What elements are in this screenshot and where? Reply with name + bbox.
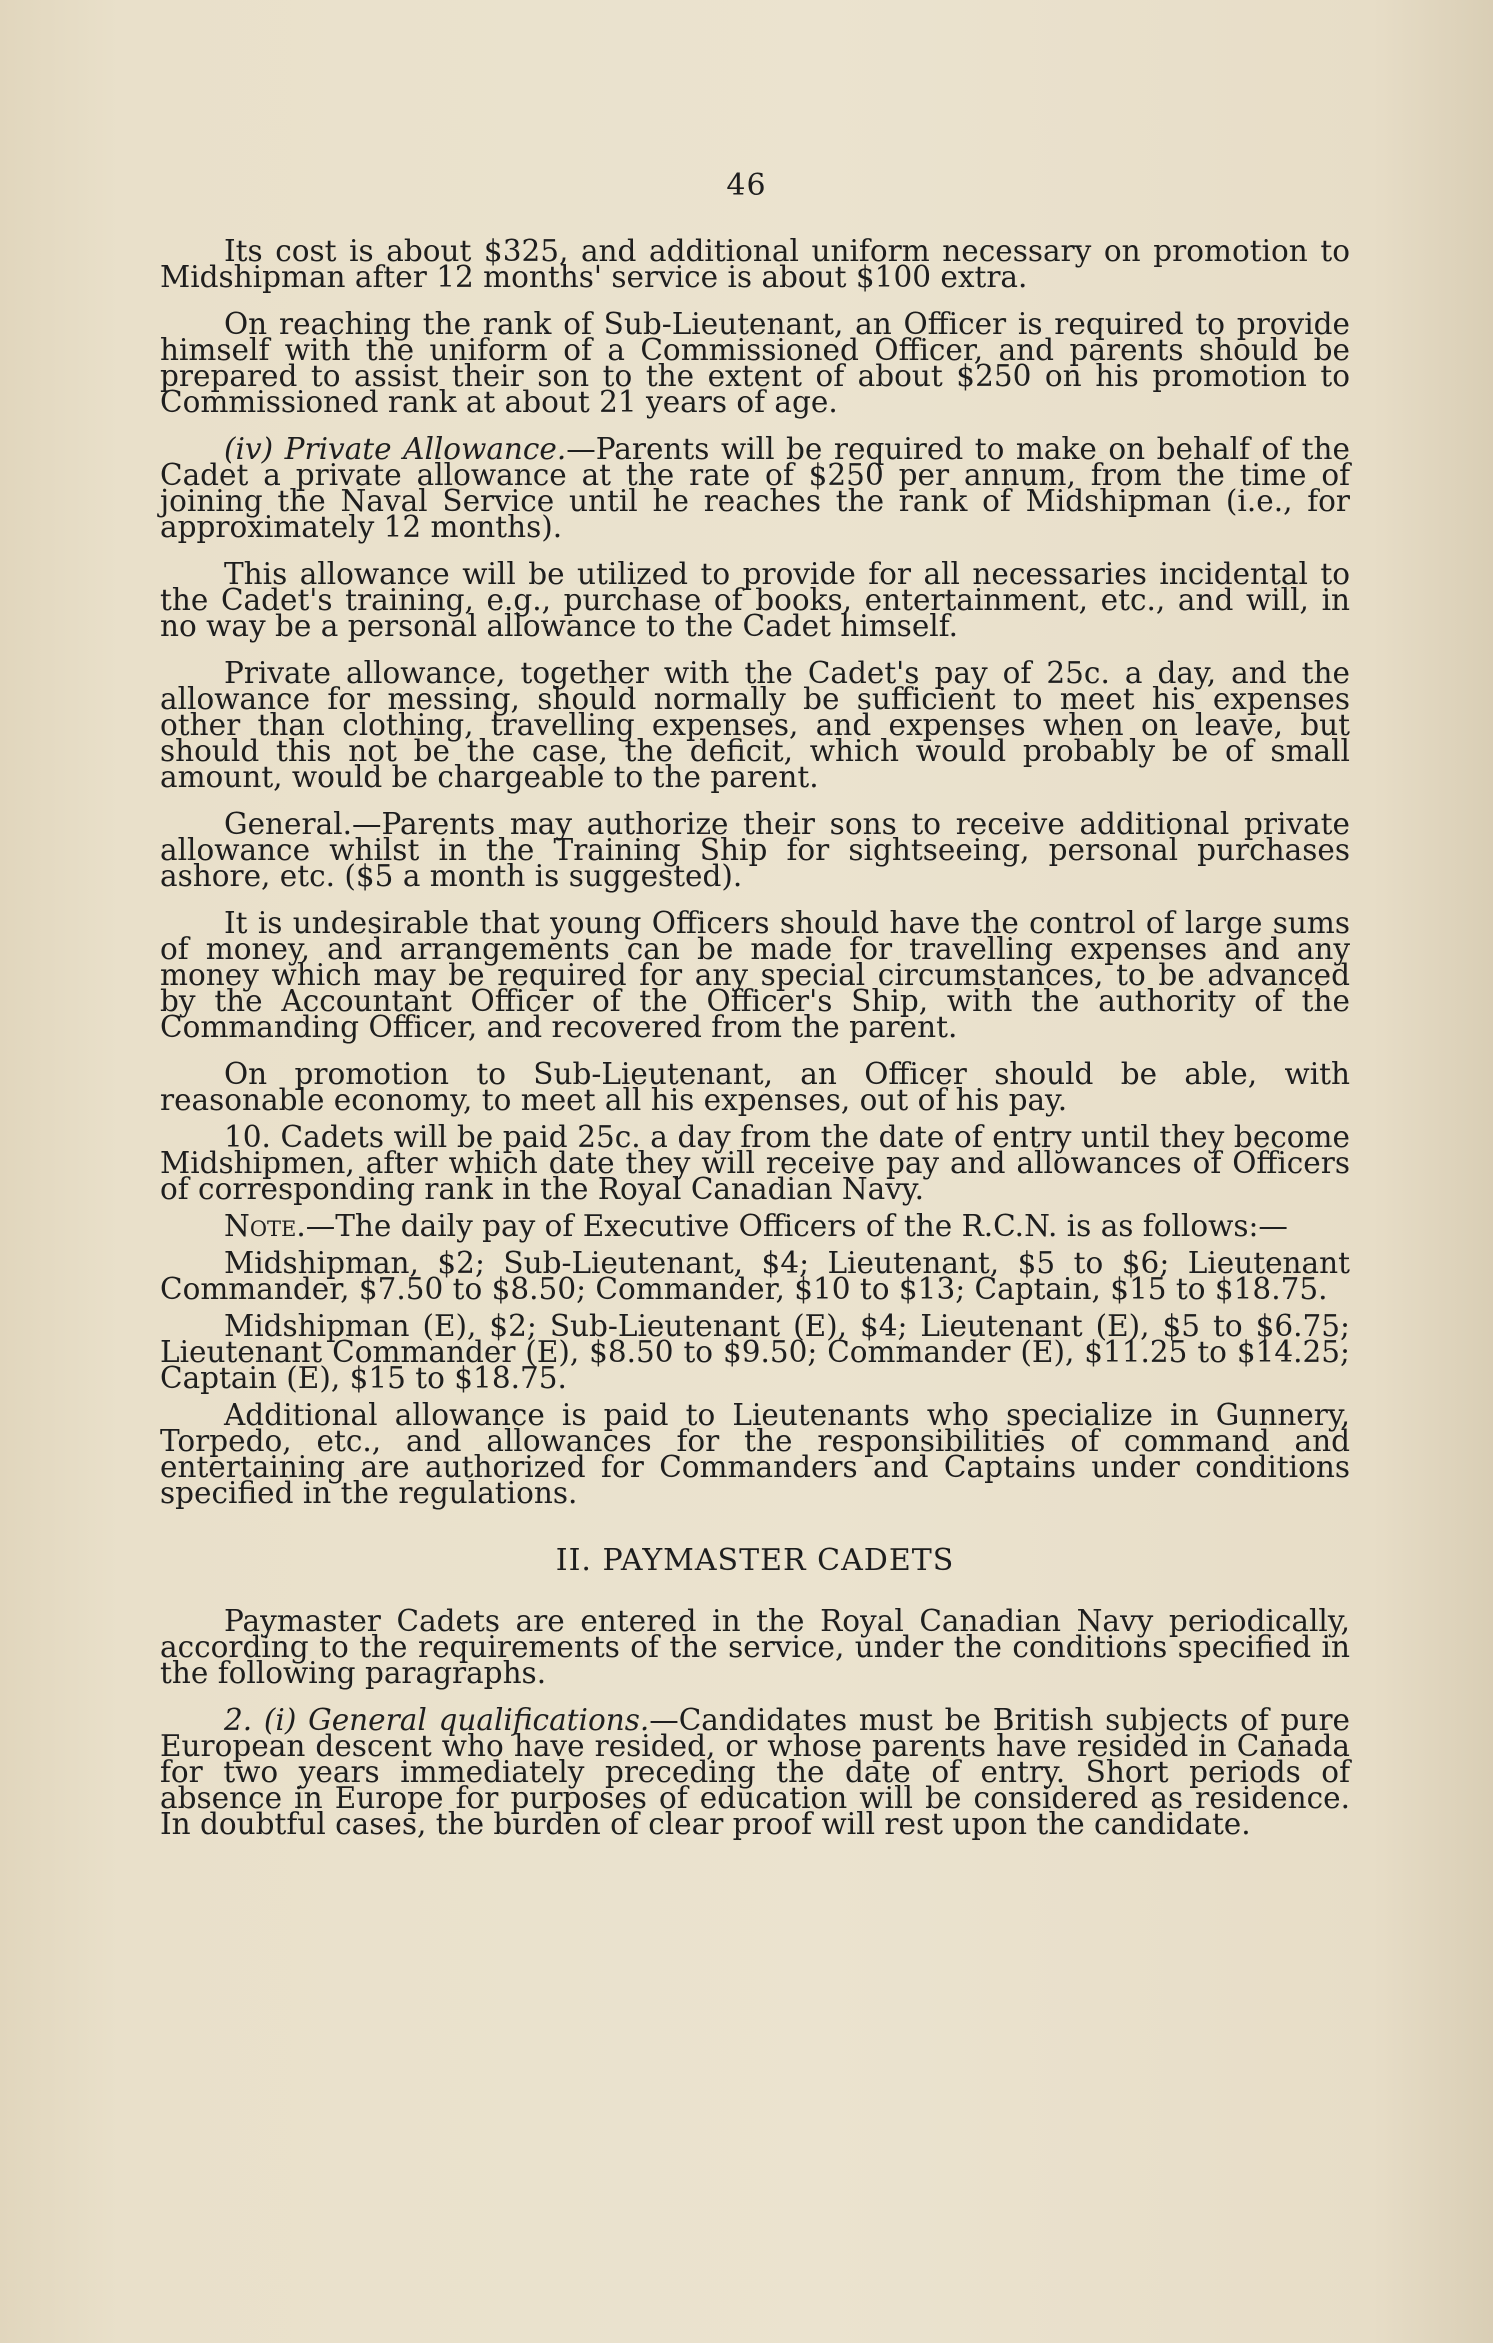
paragraph-text: Midshipman, $2; Sub-Lieutenant, $4; Lieutenant, $5 to $6; Lieutenant Commander, $7.50 to $8.50; Commander, $10 to $13; Captain, $15 to $18.75. (160, 1246, 1350, 1306)
paragraph-text: Paymaster Cadets are entered in the Royal Canadian Navy periodically, according to the requirements of the service, under the conditions specified in the following paragraphs. (160, 1604, 1350, 1690)
paragraph-lead: 2. (i) General qualifications. (224, 1703, 650, 1737)
paragraph (160, 1309, 1350, 1395)
paragraph (160, 307, 1350, 419)
paragraphs-after (160, 1604, 1350, 1841)
paragraph-text: It is undesirable that young Officers should have the control of large sums of money, and arrangements can be made for travelling expenses and any money which may be required for any special circumstances, to be advanced by the Accountant Officer of the Officer's Ship, with the authority of the Commanding Officer, and recovered from the parent. (160, 906, 1350, 1044)
paragraph (160, 656, 1350, 794)
paragraph-text: Its cost is about $325, and additional uniform necessary on promotion to Midshipman after 12 months' service is about $100 extra. (160, 234, 1350, 294)
paragraph-text: 10. Cadets will be paid 25c. a day from the date of entry until they become Midshipmen, after which date they will receive pay and allowances of Officers of corresponding rank in the Royal Canadian Navy. (160, 1120, 1350, 1206)
paragraph-lead: (iv) Private Allowance. (224, 432, 567, 466)
paragraph-text: —Parents will be required to make on behalf of the Cadet a private allowance at the rate of $250 per annum, from the time of joining the Naval Service until he reaches the rank of Midshipman (i.e., for approximately 12 months). (160, 432, 1350, 544)
paragraph-text: Midshipman (E), $2; Sub-Lieutenant (E), $4; Lieutenant (E), $5 to $6.75; Lieutenant Commander (E), $8.50 to $9.50; Commander (E), $11.25 to $14.25; Captain (E), $15 to $18.75. (160, 1309, 1350, 1395)
paragraph (160, 906, 1350, 1044)
paragraph (160, 234, 1350, 294)
body-text (160, 234, 1350, 1858)
paragraph-text: On promotion to Sub-Lieutenant, an Officer should be able, with reasonable economy, to meet all his expenses, out of his pay. (160, 1057, 1350, 1117)
paragraph (160, 1246, 1350, 1306)
paragraph-text: —Candidates must be British subjects of pure European descent who have resided, or whose parents have resided in Canada for two years immediately preceding the date of entry. Short periods of absence in Europe for purposes of education will be considered as residence. In doubtful cases, the burden of clear proof will rest upon the candidate. (160, 1703, 1350, 1841)
paragraph-lead: Note. (224, 1209, 306, 1243)
section-heading: II. PAYMASTER CADETS (555, 1543, 955, 1578)
paragraph (160, 432, 1350, 544)
page-number: 46 (726, 168, 767, 203)
paragraphs-before (160, 234, 1350, 1510)
paragraph (160, 1703, 1350, 1841)
paragraph (160, 1209, 1350, 1243)
paragraph (160, 1604, 1350, 1690)
paragraph-text: Additional allowance is paid to Lieutenants who specialize in Gunnery, Torpedo, etc., and allowances for the responsibilities of command and entertaining are authorized for Commanders and Captains under conditions specified in the regulations. (160, 1398, 1350, 1510)
paragraph (160, 1120, 1350, 1206)
paragraph-text: This allowance will be utilized to provide for all necessaries incidental to the Cadet's training, e.g., purchase of books, entertainment, etc., and will, in no way be a personal allowance to the Cadet himself. (160, 557, 1350, 643)
paragraph (160, 807, 1350, 893)
paragraph (160, 1398, 1350, 1510)
paragraph-text: On reaching the rank of Sub-Lieutenant, an Officer is required to provide himself with the uniform of a Commissioned Officer, and parents should be prepared to assist their son to the extent of about $250 on his promotion to Commissioned rank at about 21 years of age. (160, 307, 1350, 419)
paragraph-text: Private allowance, together with the Cadet's pay of 25c. a day, and the allowance for messing, should normally be sufficient to meet his expenses other than clothing, travelling expenses, and expenses when on leave, but should this not be the case, the deficit, which would probably be of small amount, would be chargeable to the parent. (160, 656, 1350, 794)
paragraph-text: —The daily pay of Executive Officers of the R.C.N. is as follows:— (305, 1209, 1288, 1243)
paragraph (160, 557, 1350, 643)
paragraph-text: General.—Parents may authorize their sons to receive additional private allowance whilst in the Training Ship for sightseeing, personal purchases ashore, etc. ($5 a month is suggested). (160, 807, 1350, 893)
paragraph (160, 1057, 1350, 1117)
